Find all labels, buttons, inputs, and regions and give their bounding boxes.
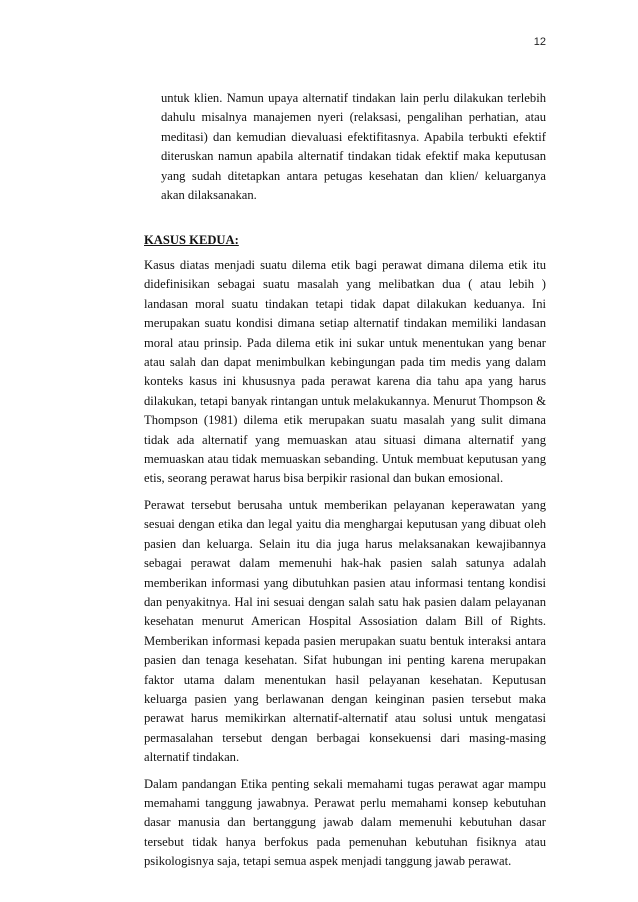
section-body	[144, 256, 546, 879]
body-paragraph-3: Dalam pandangan Etika penting sekali memahami tugas perawat agar mampu memahami tanggung jawabnya. Perawat perlu memahami konsep kebutuhan dasar manusia dan bertanggung jawab dalam memenuhi kebutuhan dasar tersebut tidak hanya berfokus pada pemenuhan kebutuhan fisiknya atau psikologisnya saja, tetapi semua aspek menjadi tanggung jawab perawat.	[144, 776, 546, 869]
page-number: 12	[533, 36, 546, 48]
intro-paragraph: untuk klien. Namun upaya alternatif tindakan lain perlu dilakukan terlebih dahulu misalnya manajemen nyeri (relaksasi, pengalihan perhatian, atau meditasi) dan kemudian dievaluasi efektifitasnya. Apabila terbukti efektif diteruskan namun apabila alternatif tindakan tidak efektif maka keputusan yang sudah ditetapkan antara petugas kesehatan dan klien/ keluarganya akan dilaksanakan.	[161, 91, 546, 203]
section-heading: KASUS KEDUA:	[144, 233, 239, 247]
body-paragraph-2: Perawat tersebut berusaha untuk memberikan pelayanan keperawatan yang sesuai dengan etika dan legal yaitu dia menghargai keputusan yang dibuat oleh pasien dan keluarga. Selain itu dia juga harus melaksanakan kewajibannya sebagai perawat dalam memenuhi hak-hak pasien salah satunya adalah memberikan informasi yang dibutuhkan pasien atau informasi tentang kondisi dan penyakitnya. Hal ini sesuai dengan salah satu hak pasien dalam pelayanan kesehatan menurut American Hospital Assosiation dalam Bill of Rights. Memberikan informasi kepada pasien merupakan suatu bentuk interaksi antara pasien dan tenaga kesehatan. Sifat hubungan ini penting karena merupakan faktor utama dalam menentukan hasil pelayanan kesehatan. Keputusan keluarga pasien yang berlawanan dengan keinginan pasien tersebut maka perawat harus memikirkan alternatif-alternatif atau solusi untuk mengatasi permasalahan tersebut dengan berbagai konsekuensi dari masing-masing alternatif tindakan.	[144, 497, 546, 765]
body-paragraph-1: Kasus diatas menjadi suatu dilema etik bagi perawat dimana dilema etik itu didefinisikan sebagai suatu masalah yang melibatkan dua ( atau lebih ) landasan moral suatu tindakan tetapi tidak dapat dilakukan keduanya. Ini merupakan suatu kondisi dimana setiap alternatif tindakan memiliki landasan moral atau prinsip. Pada dilema etik ini sukar untuk menentukan yang benar atau salah dan dapat menimbulkan kebingungan pada tim medis yang dalam konteks kasus ini khususnya pada perawat karena dia tahu apa yang harus dilakukan, tetapi banyak rintangan untuk melakukannya. Menurut Thompson & Thompson (1981) dilema etik merupakan suatu masalah yang sulit dimana tidak ada alternatif yang memuaskan atau situasi dimana alternatif yang memuaskan atau tidak memuaskan sebanding. Untuk membuat keputusan yang etis, seorang perawat harus bisa berpikir rasional dan bukan emosional.	[144, 258, 546, 486]
